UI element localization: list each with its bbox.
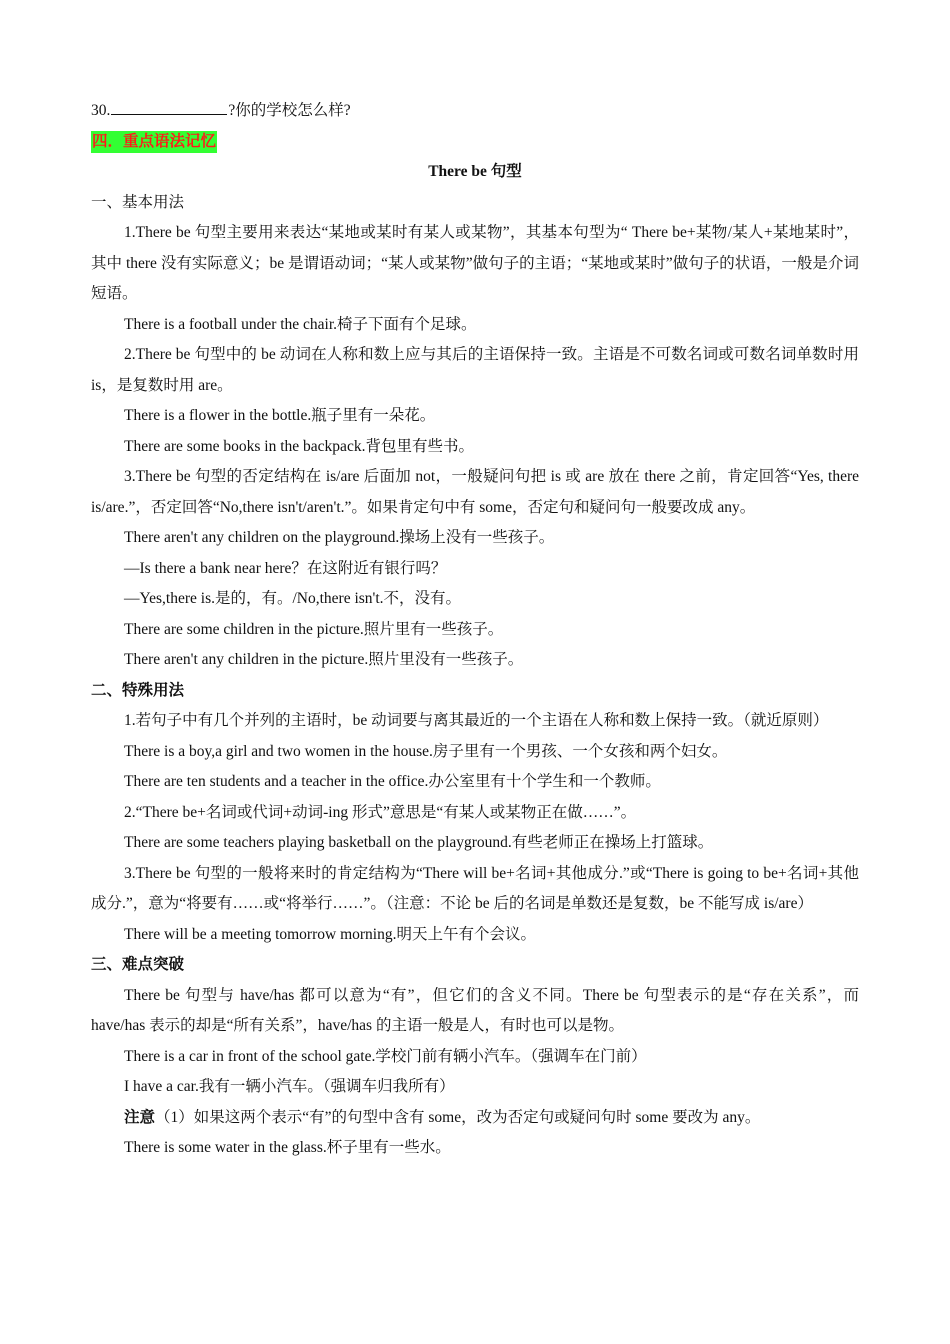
- answer-blank[interactable]: [111, 96, 227, 115]
- question-30: [91, 96, 859, 127]
- difficult-note: [91, 1103, 859, 1134]
- difficult-heading: 三、难点突破: [91, 956, 185, 973]
- special-usage-heading: 二、特殊用法: [91, 681, 185, 699]
- basic-example-3c: —Yes,there is.是的，有。/No,there isn't.不，没有。: [124, 590, 462, 607]
- basic-example-3e: There aren't any children in the picture.照片里没有一些孩子。: [124, 651, 524, 668]
- special-example-1a: There is a boy,a girl and two women in the house.房子里有一个男孩、一个女孩和两个妇女。: [124, 742, 728, 760]
- basic-example-1: There is a football under the chair.椅子下面有个足球。: [124, 315, 477, 333]
- section-header-row: [91, 127, 859, 158]
- basic-example-3d: There are some children in the picture.照片里有一些孩子。: [124, 620, 504, 638]
- section-header: 四．重点语法记忆: [91, 131, 217, 153]
- difficult-example-1a: There is a car in front of the school gate.学校门前有辆小汽车。（强调车在门前）: [124, 1047, 647, 1065]
- difficult-example-1b: I have a car.我有一辆小汽车。（强调车归我所有）: [124, 1078, 455, 1095]
- special-example-3: There will be a meeting tomorrow morning.明天上午有个会议。: [124, 925, 536, 943]
- basic-example-3b: —Is there a bank near here？在这附近有银行吗？: [124, 559, 447, 577]
- note-label: 注意: [124, 1108, 156, 1126]
- basic-example-2a: There is a flower in the bottle.瓶子里有一朵花。: [124, 407, 436, 424]
- basic-example-3a: There aren't any children on the playground.操场上没有一些孩子。: [124, 529, 555, 546]
- note-text: （1）如果这两个表示“有”的句型中含有 some，改为否定句或疑问句时 some 要改为 any。: [155, 1108, 761, 1126]
- basic-example-2b: There are some books in the backpack.背包里有些书。: [124, 437, 474, 455]
- special-rule-1: 1.若句子中有几个并列的主语时，be 动词要与离其最近的一个主语在人称和数上保持一致。（就近原则）: [124, 712, 829, 729]
- question-text: ?你的学校怎么样?: [228, 102, 351, 119]
- special-rule-3: 3.There be 句型的一般将来时的肯定结构为“There will be+名词+其他成分.”或“There is going to be+名词+其他成分.”，意为“将要有……或“将举行……”。（注意：不论 be 后的名词是单数还是复数，be 不能写成 is/are）: [91, 864, 859, 912]
- special-example-1b: There are ten students and a teacher in the office.办公室里有十个学生和一个教师。: [124, 773, 661, 790]
- difficult-rule-1: There be 句型与 have/has 都可以意为“有”，但它们的含义不同。There be 句型表示的是“存在关系”，而 have/has 表示的却是“所有关系”，have/has 的主语一般是人，有时也可以是物。: [91, 986, 859, 1034]
- basic-rule-3: 3.There be 句型的否定结构在 is/are 后面加 not，一般疑问句把 is 或 are 放在 there 之前，肯定回答“Yes, there is/are.”，否定回答“No,there isn't/aren't.”。如果肯定句中有 some，否定句和疑问句一般要改成 any。: [91, 468, 859, 516]
- question-number: 30.: [91, 102, 111, 119]
- grammar-title: There be 句型: [428, 163, 522, 180]
- difficult-example-2: There is some water in the glass.杯子里有一些水。: [124, 1139, 451, 1156]
- basic-rule-2: 2.There be 句型中的 be 动词在人称和数上应与其后的主语保持一致。主语是不可数名词或可数名词单数时用 is，是复数时用 are。: [91, 346, 859, 394]
- special-example-2: There are some teachers playing basketball on the playground.有些老师正在操场上打篮球。: [124, 834, 714, 851]
- basic-usage-heading: 一、基本用法: [91, 193, 185, 211]
- document-page: [91, 96, 859, 1164]
- basic-rule-1: 1.There be 句型主要用来表达“某地或某时有某人或某物”，其基本句型为“ There be+某物/某人+某地某时”，其中 there 没有实际意义；be 是谓语动词；“某人或某物”做句子的主语；“某地或某时”做句子的状语，一般是介词短语。: [91, 224, 859, 302]
- special-rule-2: 2.“There be+名词或代词+动词-ing 形式”意思是“有某人或某物正在做……”。: [124, 803, 637, 821]
